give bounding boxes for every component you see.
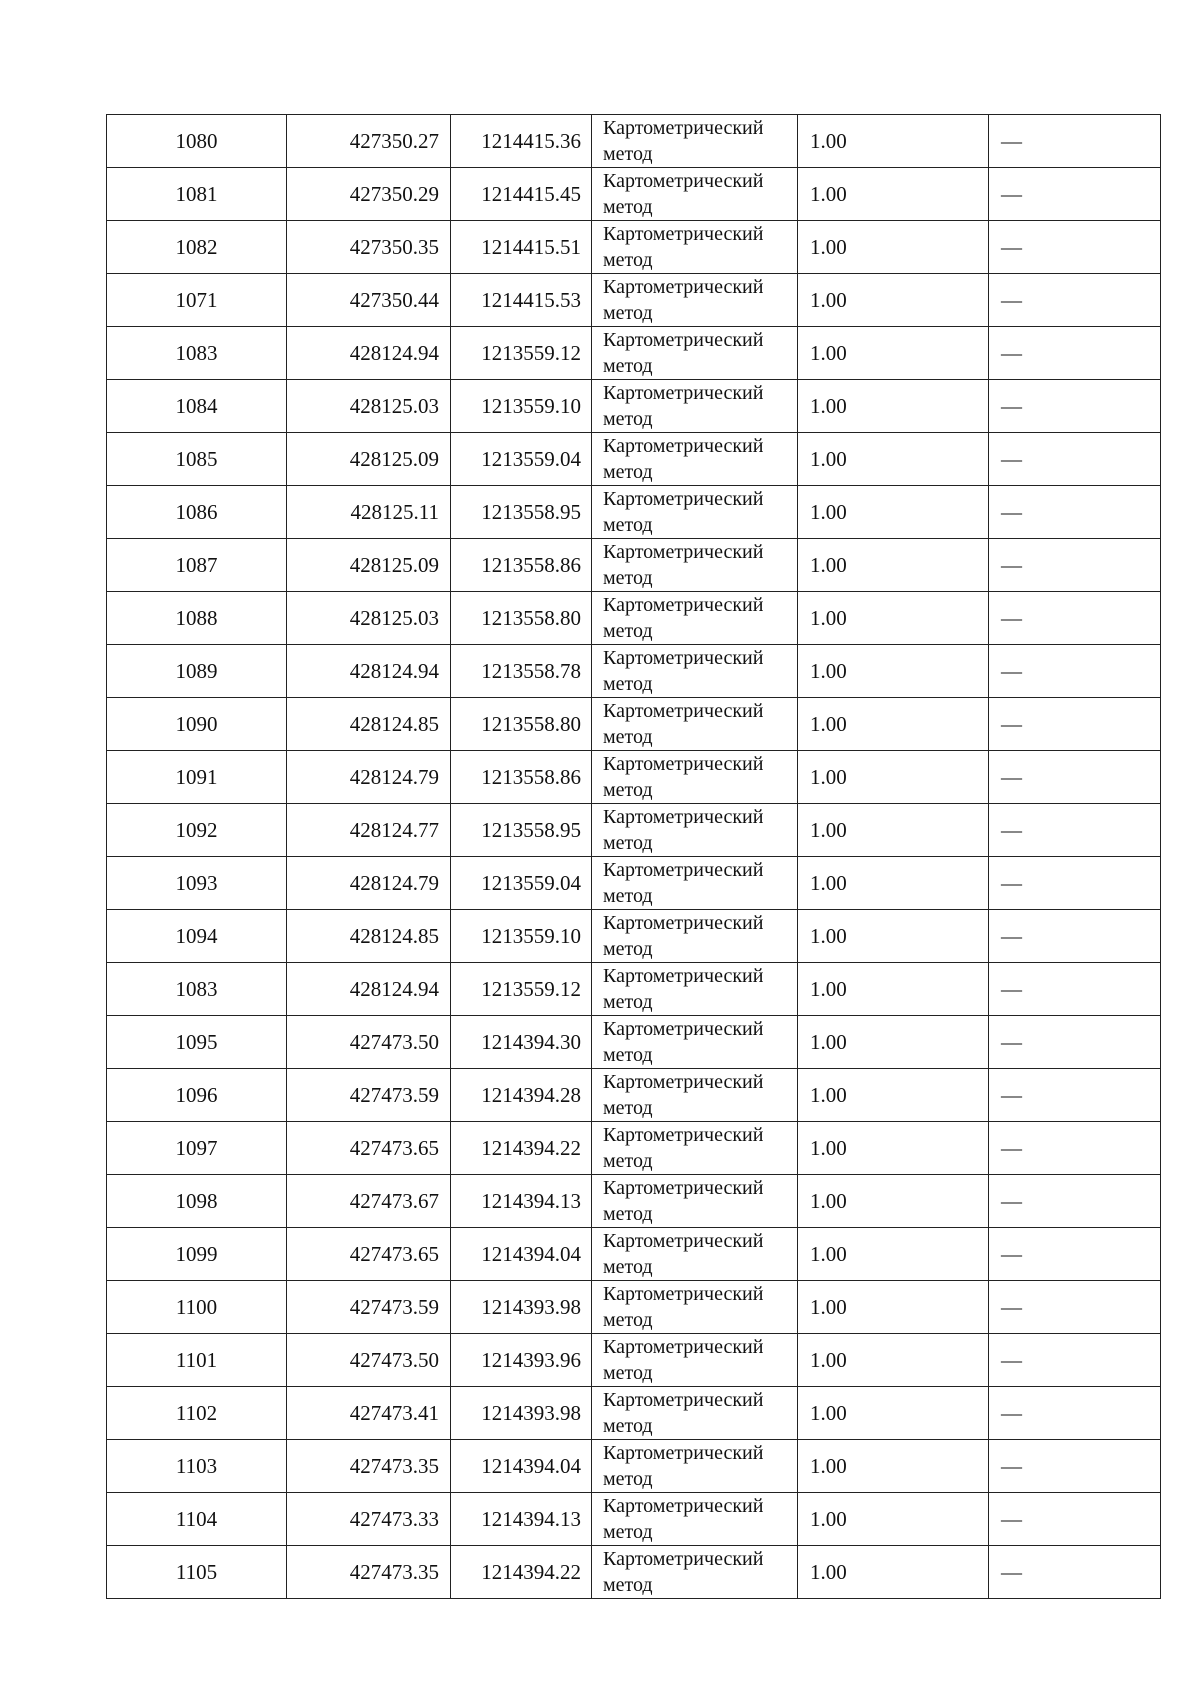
description-dash: — xyxy=(989,486,1161,539)
description-dash: — xyxy=(989,1281,1161,1334)
description-dash: — xyxy=(989,221,1161,274)
point-number: 1105 xyxy=(107,1546,287,1599)
method-line-2: метод xyxy=(603,1521,653,1543)
y-coordinate: 1214394.22 xyxy=(451,1546,592,1599)
y-coordinate: 1213558.86 xyxy=(451,751,592,804)
description-dash: — xyxy=(989,1016,1161,1069)
table-row xyxy=(107,327,1161,380)
method-cell xyxy=(592,486,798,539)
method-line-2: метод xyxy=(603,302,653,324)
point-number: 1094 xyxy=(107,910,287,963)
point-number: 1089 xyxy=(107,645,287,698)
point-number: 1093 xyxy=(107,857,287,910)
method-cell xyxy=(592,592,798,645)
y-coordinate: 1214415.53 xyxy=(451,274,592,327)
method-line-2: метод xyxy=(603,938,653,960)
method-cell xyxy=(592,1122,798,1175)
point-number: 1087 xyxy=(107,539,287,592)
description-dash: — xyxy=(989,1493,1161,1546)
accuracy-value: 1.00 xyxy=(798,1069,989,1122)
table-row xyxy=(107,486,1161,539)
description-dash: — xyxy=(989,168,1161,221)
method-line-1: Картометрический xyxy=(603,1336,764,1358)
description-dash: — xyxy=(989,1122,1161,1175)
method-cell xyxy=(592,698,798,751)
description-dash: — xyxy=(989,1069,1161,1122)
method-line-1: Картометрический xyxy=(603,1124,764,1146)
x-coordinate: 427350.27 xyxy=(287,115,451,168)
method-line-2: метод xyxy=(603,1468,653,1490)
description-dash: — xyxy=(989,804,1161,857)
point-number: 1080 xyxy=(107,115,287,168)
method-cell xyxy=(592,963,798,1016)
method-line-1: Картометрический xyxy=(603,1548,764,1570)
table-row xyxy=(107,804,1161,857)
x-coordinate: 428125.03 xyxy=(287,380,451,433)
method-line-2: метод xyxy=(603,567,653,589)
method-cell xyxy=(592,221,798,274)
x-coordinate: 427473.59 xyxy=(287,1069,451,1122)
point-number: 1096 xyxy=(107,1069,287,1122)
y-coordinate: 1214415.51 xyxy=(451,221,592,274)
x-coordinate: 427473.65 xyxy=(287,1122,451,1175)
method-cell xyxy=(592,1175,798,1228)
accuracy-value: 1.00 xyxy=(798,274,989,327)
accuracy-value: 1.00 xyxy=(798,1175,989,1228)
y-coordinate: 1214393.98 xyxy=(451,1387,592,1440)
method-line-1: Картометрический xyxy=(603,1495,764,1517)
method-cell xyxy=(592,327,798,380)
x-coordinate: 427473.35 xyxy=(287,1440,451,1493)
method-line-1: Картометрический xyxy=(603,912,764,934)
y-coordinate: 1214394.04 xyxy=(451,1440,592,1493)
point-number: 1101 xyxy=(107,1334,287,1387)
method-cell xyxy=(592,1387,798,1440)
accuracy-value: 1.00 xyxy=(798,1387,989,1440)
table-row xyxy=(107,221,1161,274)
method-cell xyxy=(592,380,798,433)
table-row xyxy=(107,1069,1161,1122)
y-coordinate: 1214393.98 xyxy=(451,1281,592,1334)
accuracy-value: 1.00 xyxy=(798,751,989,804)
method-line-1: Картометрический xyxy=(603,965,764,987)
method-line-1: Картометрический xyxy=(603,859,764,881)
method-line-2: метод xyxy=(603,673,653,695)
x-coordinate: 428124.77 xyxy=(287,804,451,857)
x-coordinate: 427473.41 xyxy=(287,1387,451,1440)
point-number: 1083 xyxy=(107,963,287,1016)
description-dash: — xyxy=(989,433,1161,486)
method-line-1: Картометрический xyxy=(603,435,764,457)
point-number: 1092 xyxy=(107,804,287,857)
method-line-1: Картометрический xyxy=(603,276,764,298)
x-coordinate: 428124.79 xyxy=(287,751,451,804)
y-coordinate: 1213558.78 xyxy=(451,645,592,698)
method-cell xyxy=(592,1281,798,1334)
method-cell xyxy=(592,1440,798,1493)
table-row xyxy=(107,592,1161,645)
x-coordinate: 427350.35 xyxy=(287,221,451,274)
table-row xyxy=(107,1281,1161,1334)
description-dash: — xyxy=(989,592,1161,645)
accuracy-value: 1.00 xyxy=(798,1281,989,1334)
table-row xyxy=(107,645,1161,698)
method-line-1: Картометрический xyxy=(603,1389,764,1411)
point-number: 1100 xyxy=(107,1281,287,1334)
method-line-1: Картометрический xyxy=(603,1442,764,1464)
method-line-2: метод xyxy=(603,249,653,271)
method-line-2: метод xyxy=(603,514,653,536)
method-cell xyxy=(592,645,798,698)
point-number: 1085 xyxy=(107,433,287,486)
method-cell xyxy=(592,1228,798,1281)
y-coordinate: 1213559.12 xyxy=(451,963,592,1016)
accuracy-value: 1.00 xyxy=(798,221,989,274)
accuracy-value: 1.00 xyxy=(798,963,989,1016)
y-coordinate: 1213558.80 xyxy=(451,592,592,645)
x-coordinate: 427473.59 xyxy=(287,1281,451,1334)
accuracy-value: 1.00 xyxy=(798,645,989,698)
accuracy-value: 1.00 xyxy=(798,380,989,433)
table-row xyxy=(107,857,1161,910)
description-dash: — xyxy=(989,539,1161,592)
point-number: 1083 xyxy=(107,327,287,380)
description-dash: — xyxy=(989,1546,1161,1599)
x-coordinate: 427473.33 xyxy=(287,1493,451,1546)
y-coordinate: 1213558.80 xyxy=(451,698,592,751)
accuracy-value: 1.00 xyxy=(798,433,989,486)
x-coordinate: 428124.94 xyxy=(287,327,451,380)
method-line-2: метод xyxy=(603,991,653,1013)
method-line-2: метод xyxy=(603,1150,653,1172)
table-row xyxy=(107,1493,1161,1546)
method-line-1: Картометрический xyxy=(603,1177,764,1199)
description-dash: — xyxy=(989,963,1161,1016)
point-number: 1103 xyxy=(107,1440,287,1493)
method-line-1: Картометрический xyxy=(603,1071,764,1093)
table-row xyxy=(107,1334,1161,1387)
method-cell xyxy=(592,804,798,857)
y-coordinate: 1213558.95 xyxy=(451,804,592,857)
accuracy-value: 1.00 xyxy=(798,1334,989,1387)
description-dash: — xyxy=(989,910,1161,963)
description-dash: — xyxy=(989,645,1161,698)
point-number: 1095 xyxy=(107,1016,287,1069)
table-row xyxy=(107,751,1161,804)
table-row xyxy=(107,274,1161,327)
x-coordinate: 428124.85 xyxy=(287,910,451,963)
description-dash: — xyxy=(989,1175,1161,1228)
table-row xyxy=(107,698,1161,751)
accuracy-value: 1.00 xyxy=(798,592,989,645)
x-coordinate: 427473.50 xyxy=(287,1016,451,1069)
x-coordinate: 427350.29 xyxy=(287,168,451,221)
y-coordinate: 1214394.28 xyxy=(451,1069,592,1122)
point-number: 1082 xyxy=(107,221,287,274)
table-row xyxy=(107,1175,1161,1228)
point-number: 1097 xyxy=(107,1122,287,1175)
method-line-2: метод xyxy=(603,1203,653,1225)
y-coordinate: 1214394.22 xyxy=(451,1122,592,1175)
x-coordinate: 427473.65 xyxy=(287,1228,451,1281)
accuracy-value: 1.00 xyxy=(798,910,989,963)
method-cell xyxy=(592,168,798,221)
table-row xyxy=(107,168,1161,221)
point-number: 1086 xyxy=(107,486,287,539)
y-coordinate: 1214415.45 xyxy=(451,168,592,221)
method-line-2: метод xyxy=(603,620,653,642)
method-cell xyxy=(592,1546,798,1599)
description-dash: — xyxy=(989,380,1161,433)
method-line-2: метод xyxy=(603,1415,653,1437)
y-coordinate: 1213559.04 xyxy=(451,433,592,486)
description-dash: — xyxy=(989,1334,1161,1387)
table-row xyxy=(107,115,1161,168)
method-line-2: метод xyxy=(603,1044,653,1066)
method-line-1: Картометрический xyxy=(603,329,764,351)
description-dash: — xyxy=(989,274,1161,327)
x-coordinate: 428125.09 xyxy=(287,433,451,486)
table-row xyxy=(107,910,1161,963)
accuracy-value: 1.00 xyxy=(798,168,989,221)
x-coordinate: 428124.94 xyxy=(287,645,451,698)
y-coordinate: 1213559.10 xyxy=(451,380,592,433)
x-coordinate: 428124.94 xyxy=(287,963,451,1016)
accuracy-value: 1.00 xyxy=(798,327,989,380)
method-cell xyxy=(592,274,798,327)
y-coordinate: 1213558.86 xyxy=(451,539,592,592)
y-coordinate: 1213559.04 xyxy=(451,857,592,910)
method-line-1: Картометрический xyxy=(603,806,764,828)
accuracy-value: 1.00 xyxy=(798,1228,989,1281)
x-coordinate: 428124.85 xyxy=(287,698,451,751)
method-line-1: Картометрический xyxy=(603,541,764,563)
method-line-1: Картометрический xyxy=(603,700,764,722)
accuracy-value: 1.00 xyxy=(798,1493,989,1546)
point-number: 1081 xyxy=(107,168,287,221)
method-cell xyxy=(592,115,798,168)
method-line-2: метод xyxy=(603,832,653,854)
method-cell xyxy=(592,1069,798,1122)
x-coordinate: 427473.67 xyxy=(287,1175,451,1228)
method-cell xyxy=(592,751,798,804)
x-coordinate: 427350.44 xyxy=(287,274,451,327)
point-number: 1098 xyxy=(107,1175,287,1228)
accuracy-value: 1.00 xyxy=(798,698,989,751)
method-line-1: Картометрический xyxy=(603,1018,764,1040)
accuracy-value: 1.00 xyxy=(798,1122,989,1175)
method-line-2: метод xyxy=(603,461,653,483)
method-line-1: Картометрический xyxy=(603,488,764,510)
point-number: 1088 xyxy=(107,592,287,645)
y-coordinate: 1213558.95 xyxy=(451,486,592,539)
description-dash: — xyxy=(989,857,1161,910)
point-number: 1102 xyxy=(107,1387,287,1440)
x-coordinate: 427473.35 xyxy=(287,1546,451,1599)
table-row xyxy=(107,1228,1161,1281)
table-row xyxy=(107,380,1161,433)
coordinates-table xyxy=(106,114,1161,1599)
method-line-2: метод xyxy=(603,1574,653,1596)
x-coordinate: 428125.03 xyxy=(287,592,451,645)
description-dash: — xyxy=(989,327,1161,380)
x-coordinate: 427473.50 xyxy=(287,1334,451,1387)
method-line-1: Картометрический xyxy=(603,647,764,669)
point-number: 1090 xyxy=(107,698,287,751)
method-line-1: Картометрический xyxy=(603,382,764,404)
method-cell xyxy=(592,1493,798,1546)
accuracy-value: 1.00 xyxy=(798,857,989,910)
accuracy-value: 1.00 xyxy=(798,486,989,539)
description-dash: — xyxy=(989,1228,1161,1281)
method-line-2: метод xyxy=(603,1256,653,1278)
y-coordinate: 1213559.10 xyxy=(451,910,592,963)
method-line-2: метод xyxy=(603,1097,653,1119)
y-coordinate: 1214394.13 xyxy=(451,1175,592,1228)
method-line-2: метод xyxy=(603,143,653,165)
table-row xyxy=(107,963,1161,1016)
description-dash: — xyxy=(989,1387,1161,1440)
method-line-2: метод xyxy=(603,726,653,748)
method-cell xyxy=(592,539,798,592)
method-cell xyxy=(592,1016,798,1069)
method-line-1: Картометрический xyxy=(603,1283,764,1305)
method-line-1: Картометрический xyxy=(603,1230,764,1252)
description-dash: — xyxy=(989,751,1161,804)
method-cell xyxy=(592,1334,798,1387)
point-number: 1091 xyxy=(107,751,287,804)
table-row xyxy=(107,1122,1161,1175)
point-number: 1071 xyxy=(107,274,287,327)
accuracy-value: 1.00 xyxy=(798,1440,989,1493)
method-line-1: Картометрический xyxy=(603,223,764,245)
table-row xyxy=(107,1440,1161,1493)
method-line-2: метод xyxy=(603,408,653,430)
method-line-1: Картометрический xyxy=(603,117,764,139)
coordinates-table-body xyxy=(107,115,1161,1599)
description-dash: — xyxy=(989,115,1161,168)
method-cell xyxy=(592,433,798,486)
accuracy-value: 1.00 xyxy=(798,115,989,168)
method-line-1: Картометрический xyxy=(603,170,764,192)
method-line-2: метод xyxy=(603,355,653,377)
method-line-2: метод xyxy=(603,779,653,801)
method-line-2: метод xyxy=(603,885,653,907)
description-dash: — xyxy=(989,698,1161,751)
y-coordinate: 1214394.13 xyxy=(451,1493,592,1546)
table-row xyxy=(107,433,1161,486)
accuracy-value: 1.00 xyxy=(798,539,989,592)
table-row xyxy=(107,539,1161,592)
table-row xyxy=(107,1016,1161,1069)
method-cell xyxy=(592,857,798,910)
table-row xyxy=(107,1387,1161,1440)
x-coordinate: 428125.11 xyxy=(287,486,451,539)
y-coordinate: 1214394.04 xyxy=(451,1228,592,1281)
point-number: 1084 xyxy=(107,380,287,433)
point-number: 1104 xyxy=(107,1493,287,1546)
method-line-2: метод xyxy=(603,1309,653,1331)
method-line-1: Картометрический xyxy=(603,594,764,616)
x-coordinate: 428125.09 xyxy=(287,539,451,592)
y-coordinate: 1214393.96 xyxy=(451,1334,592,1387)
description-dash: — xyxy=(989,1440,1161,1493)
x-coordinate: 428124.79 xyxy=(287,857,451,910)
method-line-1: Картометрический xyxy=(603,753,764,775)
method-line-2: метод xyxy=(603,1362,653,1384)
y-coordinate: 1213559.12 xyxy=(451,327,592,380)
y-coordinate: 1214394.30 xyxy=(451,1016,592,1069)
accuracy-value: 1.00 xyxy=(798,1016,989,1069)
point-number: 1099 xyxy=(107,1228,287,1281)
method-line-2: метод xyxy=(603,196,653,218)
table-row xyxy=(107,1546,1161,1599)
method-cell xyxy=(592,910,798,963)
accuracy-value: 1.00 xyxy=(798,1546,989,1599)
y-coordinate: 1214415.36 xyxy=(451,115,592,168)
accuracy-value: 1.00 xyxy=(798,804,989,857)
